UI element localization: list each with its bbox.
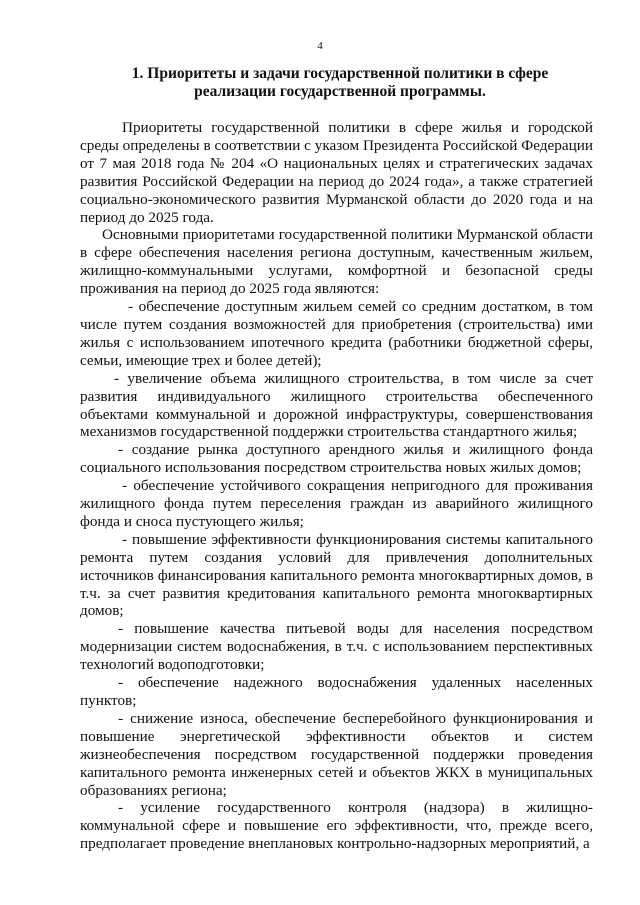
list-item: - усиление государственного контроля (надзора) в жилищно-коммунальной сфере и повышение его эффективности, что, прежде всего, предполагает проведение внеплановых контрольно-надзорных мероприятий, а bbox=[80, 799, 593, 853]
paragraph-main-priorities: Основными приоритетами государственной политики Мурманской области в сфере обеспечения населения региона доступным, качественным жильем, жилищно-коммунальными услугами, комфортной и безопасной среды проживания на период до 2025 года являются: bbox=[80, 226, 593, 298]
list-item: - повышение эффективности функционирования системы капитального ремонта путем создания условий для привлечения дополнительных источников финансирования капитального ремонта многоквартирных домов, в т.ч. за счет развития кредитования капитального ремонта многоквартирных домов; bbox=[80, 530, 593, 620]
list-item: - обеспечение устойчивого сокращения непригодного для проживания жилищного фонда путем переселения граждан из аварийного жилищного фонда и сноса пустующего жилья; bbox=[80, 477, 593, 530]
page-number: 4 bbox=[317, 40, 323, 52]
list-item: - снижение износа, обеспечение бесперебойного функционирования и повышение энергетической эффективности объектов и систем жизнеобеспечения посредством государственной поддержки проведения капитального ремонта инженерных сетей и объектов ЖКХ в муниципальных образованиях региона; bbox=[80, 709, 593, 799]
paragraph-priorities-intro: Приоритеты государственной политики в сфере жилья и городской среды определены в соответствии с указом Президента Российской Федерации от 7 мая 2018 года № 204 «О национальных целях и стратегических задачах развития Российской Федерации на период до 2024 года», а также стратегией социально-экономического развития Мурманской области до 2020 года и на период до 2025 года. bbox=[80, 119, 593, 226]
list-item: - обеспечение доступным жильем семей со средним достатком, в том числе путем создания возможностей для приобретения (строительства) ими жилья с использованием ипотечного кредита (работники бюджетной сферы, семьи, имеющие трех и более детей); bbox=[80, 298, 593, 369]
list-item: - создание рынка доступного арендного жилья и жилищного фонда социального использования посредством строительства новых жилых домов; bbox=[80, 441, 593, 477]
document-body bbox=[80, 119, 593, 853]
list-item: - обеспечение надежного водоснабжения удаленных населенных пунктов; bbox=[80, 674, 593, 709]
list-item: - увеличение объема жилищного строительства, в том числе за счет развития индивидуального жилищного строительства обеспеченного объектами коммунальной и дорожной инфраструктуры, совершенствования механизмов государственной поддержки строительства стандартного жилья; bbox=[80, 369, 593, 441]
section-heading: 1. Приоритеты и задачи государственной политики в сфере реализации государственной программы. bbox=[131, 65, 549, 100]
list-item: - повышение качества питьевой воды для населения посредством модернизации систем водоснабжения, в т.ч. с использованием перспективных технологий водоподготовки; bbox=[80, 620, 593, 674]
